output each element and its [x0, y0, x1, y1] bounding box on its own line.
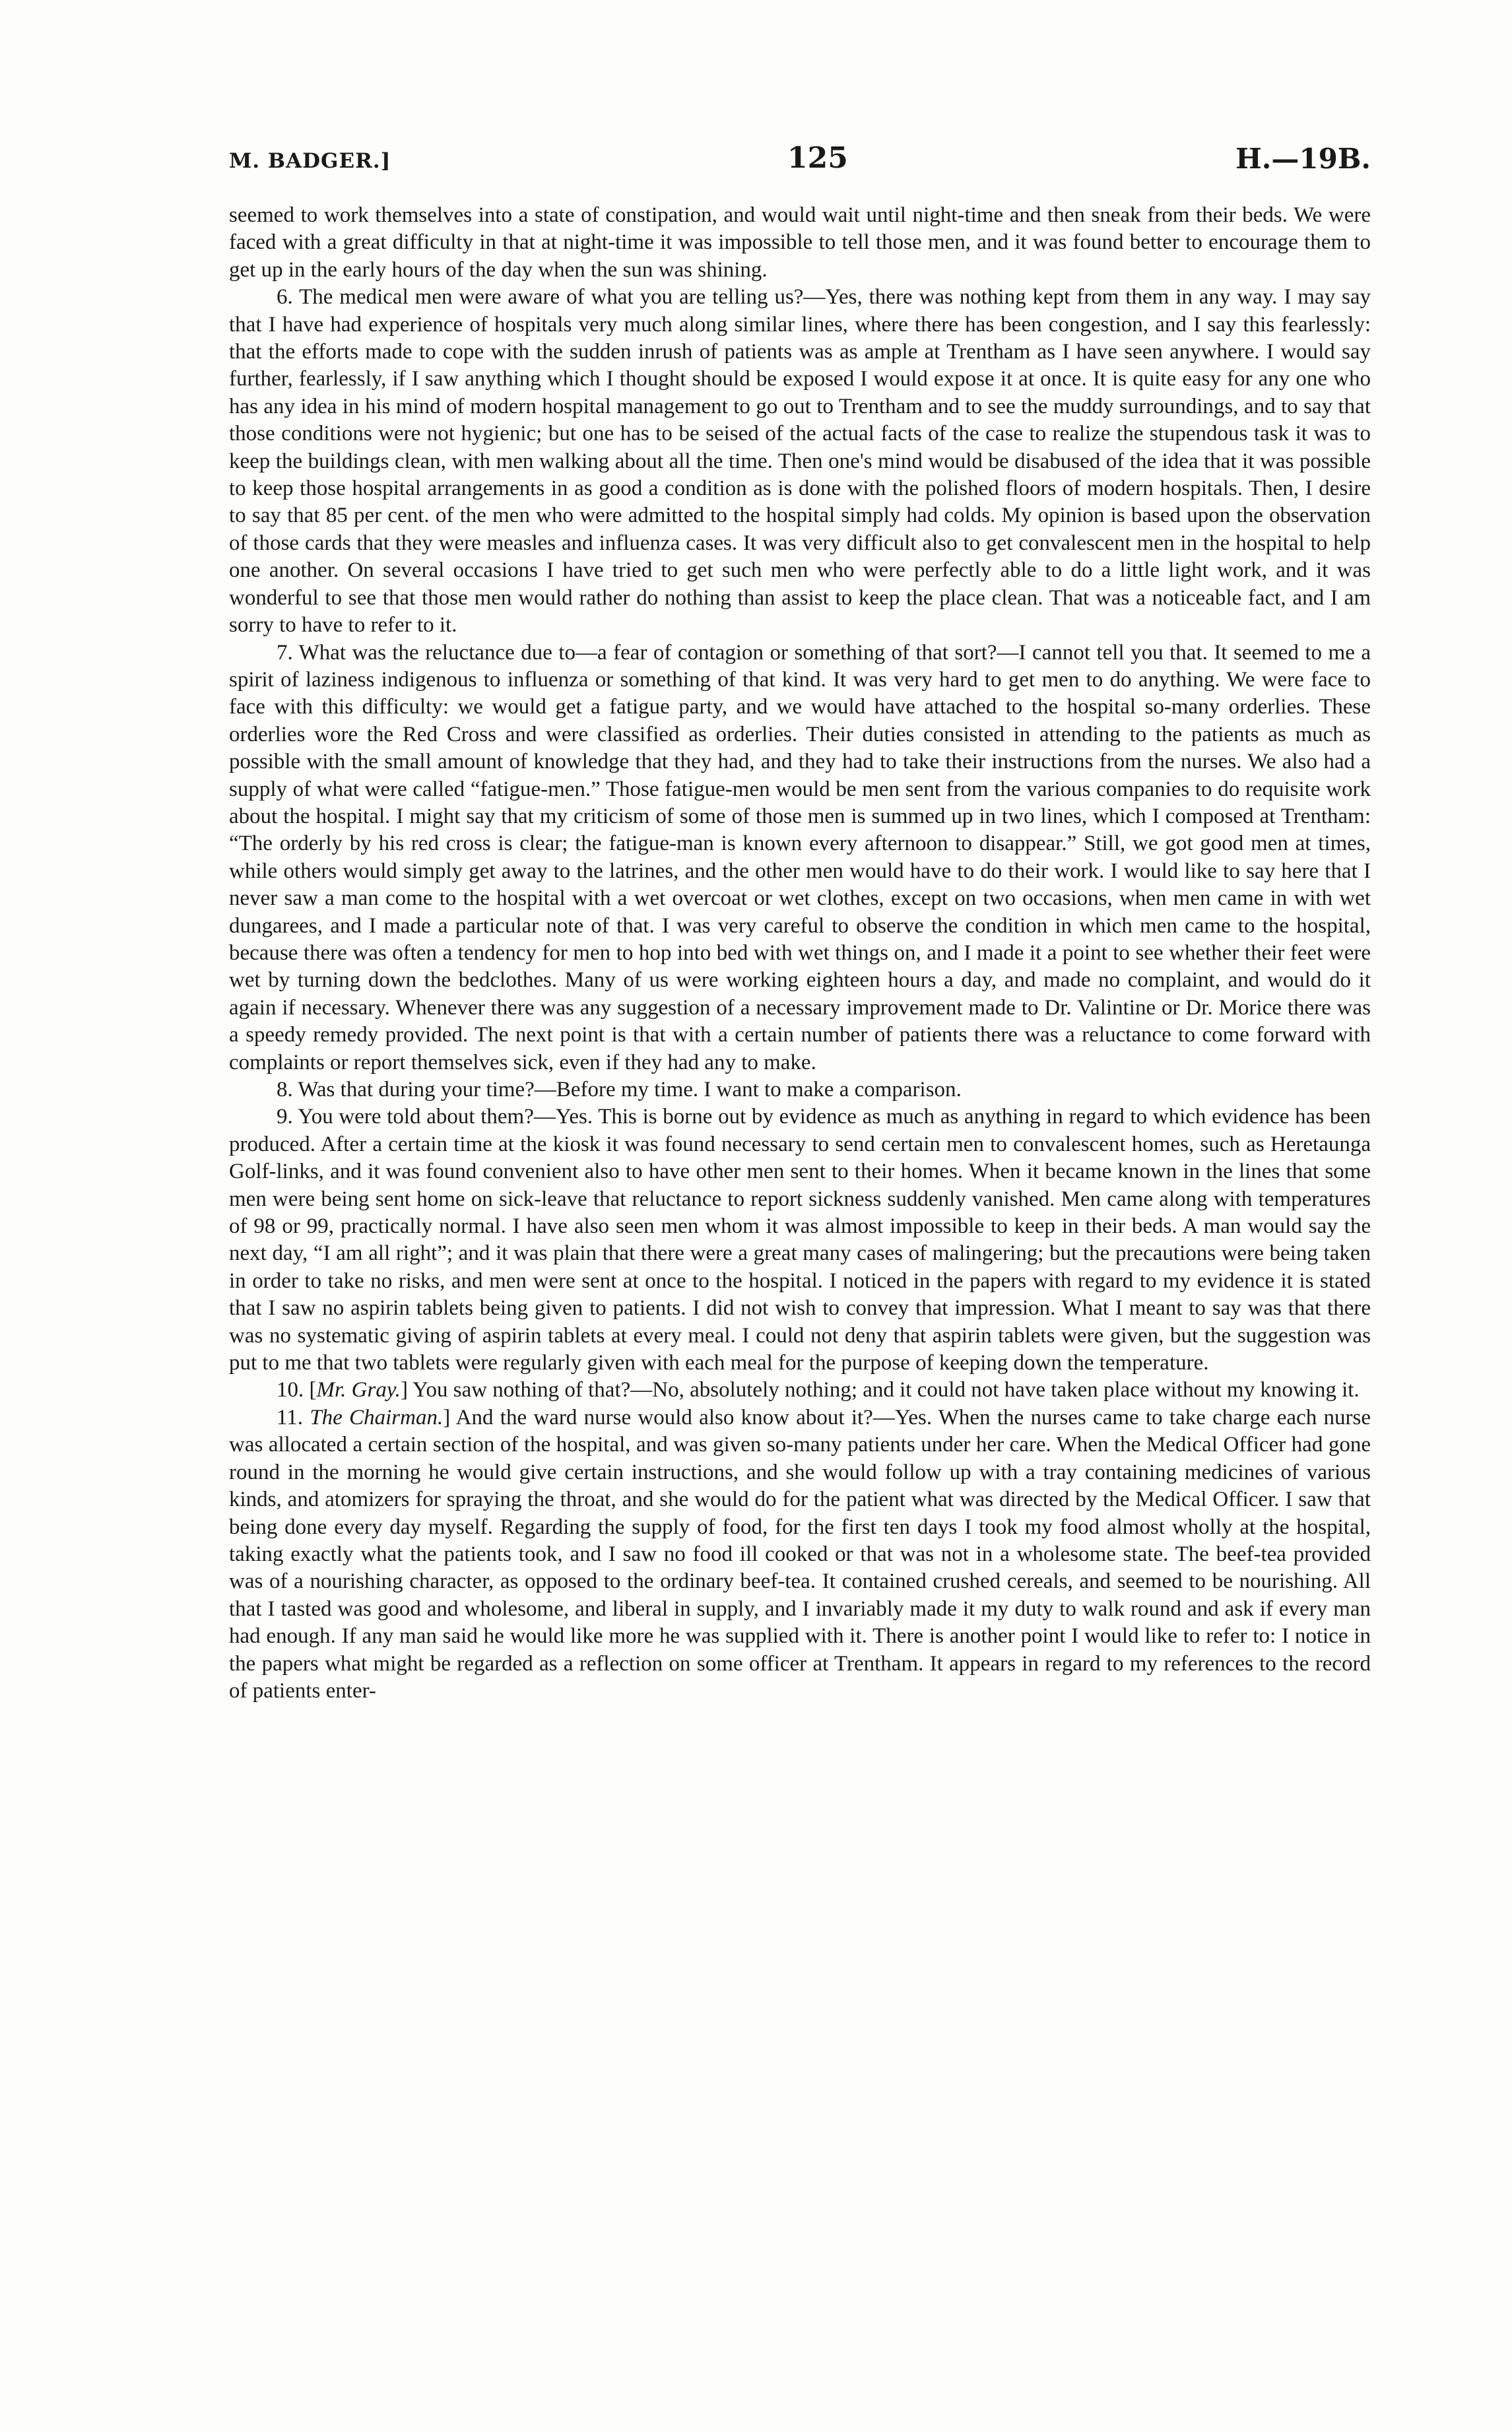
- page-body: [229, 202, 1371, 1705]
- paragraph-text: ] And the ward nurse would also know about it?—Yes. When the nurses came to take charge each nurse was allocated a certain section of the hospital, and was given so-many patients under her care. When the Medical Officer had gone round in the morning he would give certain instructions, and she would follow up with a tray containing medicines of various kinds, and atomizers for spraying the throat, and she would do for the patient what was directed by the Medical Officer. I saw that being done every day myself. Regarding the supply of food, for the first ten days I took my food almost wholly at the hospital, taking exactly what the patients took, and I saw no food ill cooked or that was not in a wholesome state. The beef-tea provided was of a nourishing character, as opposed to the ordinary beef-tea. It contained crushed cereals, and seemed to be nourishing. All that I tasted was good and wholesome, and liberal in supply, and I invariably made it my duty to walk round and ask if every man had enough. If any man said he would like more he was supplied with it. There is another point I would like to refer to: I notice in the papers what might be regarded as a reflection on some officer at Trentham. It appears in regard to my references to the record of patients enter-: [229, 1405, 1371, 1703]
- question-number: 10.: [277, 1378, 310, 1402]
- paragraph-question-10: 10. [Mr. Gray.] You saw nothing of that?—No, absolutely nothing; and it could not have taken place without my knowing it.: [277, 1378, 1360, 1402]
- paragraph-question-11: [229, 1404, 1371, 1705]
- speaker-name: The Chairman.: [310, 1405, 444, 1430]
- running-head-left: M. BADGER.]: [229, 149, 391, 173]
- question-number: 11.: [277, 1405, 310, 1430]
- paragraph-text: ] You saw nothing of that?—No, absolutely nothing; and it could not have taken place without my knowing it.: [400, 1378, 1360, 1402]
- speaker-name: Mr. Gray.: [316, 1378, 401, 1402]
- page-number: 125: [787, 141, 848, 175]
- paragraph-continuation: seemed to work themselves into a state of constipation, and would wait until night-time and then sneak from their beds. We were faced with a great difficulty in that at night-time it was impossible to tell those men, and it was found better to encourage them to get up in the early hours of the day when the sun was shining.: [229, 203, 1371, 282]
- paragraph-question-8: 8. Was that during your time?—Before my time. I want to make a comparison.: [277, 1078, 962, 1101]
- paragraph-question-6: 6. The medical men were aware of what you are telling us?—Yes, there was nothing kept from them in any way. I may say that I have had experience of hospitals very much along similar lines, where there has been congestion, and I say this fearlessly: that the efforts made to cope with the sudden inrush of patients was as ample at Trentham as I have seen anywhere. I would say further, fearlessly, if I saw anything which I thought should be exposed I would expose it at once. It is quite easy for any one who has any idea in his mind of modern hospital management to go out to Trentham and to see the muddy surroundings, and to say that those conditions were not hygienic; but one has to be seised of the actual facts of the case to realize the stupendous task it was to keep the buildings clean, with men walking about all the time. Then one's mind would be disabused of the idea that it was possible to keep those hospital arrangements in as good a condition as is done with the polished floors of modern hospitals. Then, I desire to say that 85 per cent. of the men who were admitted to the hospital simply had colds. My opinion is based upon the observation of those cards that they were measles and influenza cases. It was very difficult also to get convalescent men in the hospital to help one another. On several occasions I have tried to get such men who were perfectly able to do a little light work, and it was wonderful to see that those men would rather do nothing than assist to keep the place clean. That was a noticeable fact, and I am sorry to have to refer to it.: [229, 285, 1371, 638]
- paragraph-question-9: 9. You were told about them?—Yes. This is borne out by evidence as much as anything in regard to which evidence has been produced. After a certain time at the kiosk it was found necessary to send certain men to convalescent homes, such as Heretaunga Golf-links, and it was found convenient also to have other men sent to their homes. When it became known in the lines that some men were being sent home on sick-leave that reluctance to report sickness suddenly vanished. Men came along with temperatures of 98 or 99, practically normal. I have also seen men whom it was almost impossible to keep in their beds. A man would say the next day, “I am all right”; and it was plain that there were a great many cases of malingering; but the precautions were being taken in order to take no risks, and men were sent at once to the hospital. I noticed in the papers with regard to my evidence it is stated that I saw no aspirin tablets being given to patients. I did not wish to convey that impression. What I meant to say was that there was no systematic giving of aspirin tablets at every meal. I could not deny that aspirin tablets were given, but the suggestion was put to me that two tablets were regularly given with each meal for the purpose of keeping down the temperature.: [229, 1105, 1371, 1375]
- running-head-right: H.—19B.: [1235, 143, 1371, 175]
- page-header: [229, 140, 1371, 182]
- paragraph-question-7: 7. What was the reluctance due to—a fear of contagion or something of that sort?—I cannot tell you that. It seemed to me a spirit of laziness indigenous to influenza or something of that kind. It was very hard to get men to do anything. We were face to face with this difficulty: we would get a fatigue party, and we would have attached to the hospital so-many orderlies. These orderlies wore the Red Cross and were classified as orderlies. Their duties consisted in attending to the patients as much as possible with the small amount of knowledge that they had, and they had to take their instructions from the nurses. We also had a supply of what were called “fatigue-men.” Those fatigue-men would be men sent from the various companies to do requisite work about the hospital. I might say that my criticism of some of those men is summed up in two lines, which I composed at Trentham: “The orderly by his red cross is clear; the fatigue-man is known every afternoon to disappear.” Still, we got good men at times, while others would simply get away to the latrines, and the other men would have to do their work. I would like to say here that I never saw a man come to the hospital with a wet overcoat or wet clothes, except on two occasions, when men came in with wet dungarees, and I made a particular note of that. I was very careful to observe the condition in which men came to the hospital, because there was often a tendency for men to hop into bed with wet things on, and I made it a point to see whether their feet were wet by turning down the bedclothes. Many of us were working eighteen hours a day, and made no complaint, and would do it again if necessary. Whenever there was any suggestion of a necessary improvement made to Dr. Valintine or Dr. Morice there was a speedy remedy provided. The next point is that with a certain number of patients there was a reluctance to come forward with complaints or report themselves sick, even if they had any to make.: [229, 640, 1371, 1074]
